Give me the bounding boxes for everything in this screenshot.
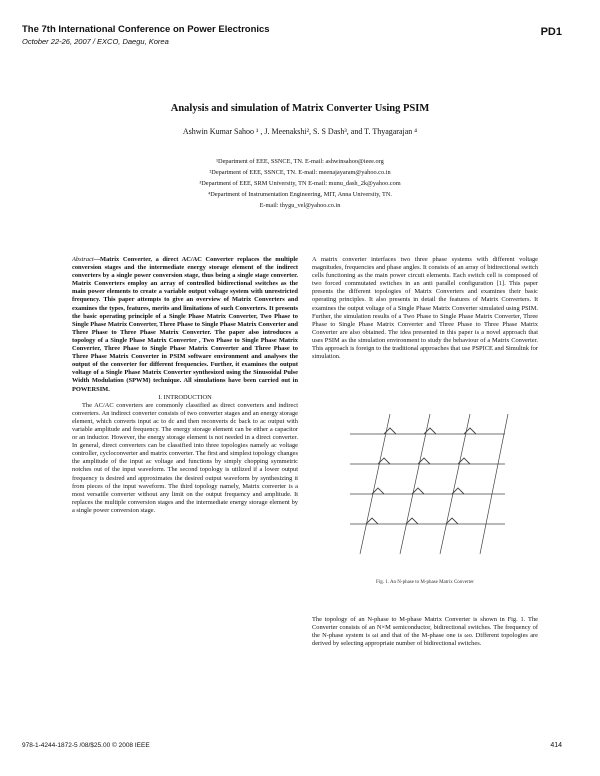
- affiliations: [150, 156, 450, 211]
- output-line-1: [360, 414, 390, 554]
- paper-code: PD1: [540, 26, 562, 38]
- section-heading: I. INTRODUCTION: [158, 393, 212, 401]
- affiliation-line: E-mail: thygu_vel@yahoo.co.in: [259, 202, 341, 209]
- author-list: Ashwin Kumar Sahoo ¹ , J. Meenakshi², S. S Dash³, and T. Thyagarajan ⁴: [182, 127, 418, 136]
- matrix-converter-figure: [330, 404, 520, 572]
- affiliation-line: ⁴Department of Instrumentation Engineering, MIT, Anna University, TN.: [208, 191, 392, 198]
- right-column-lower: [312, 616, 538, 648]
- copyright-notice: 978-1-4244-1872-5 /08/$25.00 © 2008 IEEE: [22, 742, 150, 749]
- paper-title: Analysis and simulation of Matrix Converter Using PSIM: [170, 103, 430, 114]
- right-column: [312, 256, 538, 361]
- affiliation-line: ¹Department of EEE, SSNCE, TN. E-mail: ashwinsahoo@ieee.org: [216, 158, 384, 165]
- switch-cells: [366, 428, 476, 524]
- page-number: 414: [550, 742, 562, 749]
- affiliation-line: ²Department of EEE, SSNCE, TN. E-mail: meenajayaram@yahoo.co.in: [209, 169, 391, 176]
- right-paragraph: A matrix converter interfaces two three phase systems with different voltage magnitudes, frequencies and phase angles. It consists of an array of bidirectional switch cells functioning as the main power circuit elements. Each switch cell is composed of two forced commutated switches in an anti parallel configuration [1]. This paper presents the different topologies of Matrix Converters and examines their basic operating principles. It also presents in detail the features of Matrix Converters. It examines the output voltage of a Single Phase Matrix Converter simulated using PSIM. Further, the simulation results of a Two Phase to Single Phase Matrix Converter, Three Phase to Single Phase Matrix Converter and Three Phase to Three Phase Matrix Converter are also obtained. The idea presented in this paper is a novel approach that uses PSIM as the simulation environment to study the behaviour of a Matrix Converter. This approach is foreign to the traditional approaches that use PSPICE and Simulink for simulation.: [312, 256, 538, 361]
- abstract-text: —Matrix Converter, a direct AC/AC Converter replaces the multiple conversion stages and the intermediate energy storage element of the indirect converters by a single power conversion stage, thus being a single stage converter. Matrix Converters employ an array of controlled bidirectional switches as the main power elements to create a variable output voltage system with unrestricted frequency. This paper attempts to give an overview of Matrix Converters and examines the types, features, merits and limitations of such Converters. It presents the basic operating principle of a Single Phase Matrix Converter, Two Phase to Single Phase Matrix Converter, Three Phase to Single Phase Matrix Converter and Three Phase to Three Phase Matrix Converter. The paper also introduces a topology of a Single Phase Matrix Converter , Two Phase to Single Phase Matrix Converter, Three Phase to Single Phase Matrix Converter and Three Phase to Three Phase Matrix Converter in PSIM software environment and analyses the output of the converter for different frequencies. Further, it examines the output voltage of a Single Phase Matrix Converter synthesized using the Sinusoidal Pulse Width Modulation (SPWM) technique. All simulations have been carried out in POWERSIM.: [72, 256, 298, 393]
- conference-dates: October 22-26, 2007 / EXCO, Daegu, Korea: [22, 37, 169, 46]
- output-line-3: [440, 414, 470, 554]
- abstract-label: Abstract: [72, 256, 94, 263]
- right-paragraph: The topology of an N-phase to M-phase Matrix Converter is shown in Fig. 1. The Converter consists of an N×M semiconductor, bidirectional switches. The frequency of the N-phase system is ωi and that of the M-phase one is ωo. Different topologies are derived by selecting appropriate number of bidirectional switches.: [312, 616, 538, 648]
- output-line-4: [480, 414, 508, 554]
- abstract: [72, 256, 298, 394]
- conference-title: The 7th International Conference on Power Electronics: [22, 24, 270, 35]
- figure-caption: Fig. 1. An N-phase to M-phase Matrix Converter: [376, 580, 474, 585]
- intro-paragraph: The AC/AC converters are commonly classified as direct converters and indirect converters. An indirect converter consists of two converter stages and an energy storage element, which converts input ac to dc and then reconverts dc back to ac output with variable amplitude and frequency. The energy storage element can be either a capacitor or an inductor. However, the energy storage element is not needed in a direct converter. In general, direct converters can be classified into three topologies namely ac voltage controller, cycloconverter and matrix converter. The first and simplest topology changes the amplitude of the input ac voltage and functions by simply chopping symmetric notches out of the input waveform. The second topology is utilized if a lower output frequency is desired and approximates the desired output waveform by synthesizing it from pieces of the input waveform. The third topology namely, Matrix converter is a most versatile converter without any limit on the output frequency and amplitude. It replaces the multiple conversion stages and the intermediate energy storage element by a single power conversion stage.: [72, 401, 298, 514]
- affiliation-line: ³Department of EEE, SRM University, TN E-mail: munu_dash_2k@yahoo.com: [199, 180, 401, 187]
- left-column: [72, 256, 298, 515]
- output-line-2: [400, 414, 430, 554]
